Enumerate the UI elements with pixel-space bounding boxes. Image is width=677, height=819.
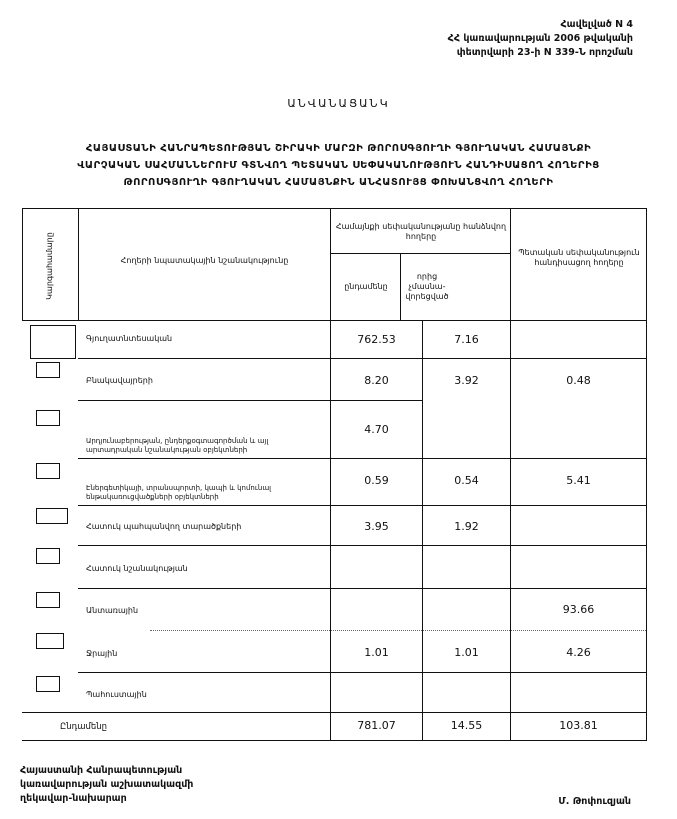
- total-row-label: Ընդամենը: [60, 722, 108, 732]
- subtitle-line2: ՎԱՐՉԱԿԱՆ ՍԱՀՄԱՆՆԵՐՈՒՄ ԳՏՆՎՈՂ ՊԵՏԱԿԱՆ ՍԵՓԱԿԱՆՈՒԹՅՈՒՆ ՀԱՆԴԻՍԱՑՈՂ ՀՈՂԵՐԻՑ: [77, 160, 600, 171]
- subtitle-line3: ԹՈՐՈՍԳՅՈՒՂԻ ԳՅՈՒՂԱԿԱՆ ՀԱՄԱՅՆՔԻՆ ԱՆՀԱՏՈՒՅՑ ՓՈԽԱՆՑՎՈՂ ՀՈՂԵՐԻ: [123, 177, 554, 188]
- col-header-community: Համայնքի սեփականությանը հանձնվող հողերը: [335, 222, 507, 241]
- table-row-label: Պահուստային: [86, 690, 147, 699]
- table-row-of-which: 1.01: [454, 646, 479, 659]
- total-row-state: 103.81: [559, 719, 598, 732]
- footer-line3: ղեկավար-նախարար: [20, 793, 127, 804]
- table-row-label: Բնակավայրերի: [86, 376, 153, 385]
- col-header-of-which: որից չմասնա-վորեցված: [405, 272, 449, 301]
- table-row-total: 3.95: [364, 520, 389, 533]
- table-row-label: Հատուկ պահպանվող տարածքների: [86, 522, 242, 531]
- footer-signature-name: Մ. Թոփուզյան: [558, 796, 631, 807]
- document-title: ԱՆՎԱՆԱՑԱՆԿ: [287, 97, 390, 110]
- table-row-label: Արդյունաբերության, ընդերքօգտագործման և այլ արտադրական նշանակության օբյեկտների: [86, 437, 269, 454]
- subtitle-line1: ՀԱՅԱՍՏԱՆԻ ՀԱՆՐԱՊԵՏՈՒԹՅԱՆ ՇԻՐԱԿԻ ՄԱՐԶԻ ԹՈՐՈՍԳՅՈՒՂԻ ԳՅՈՒՂԱԿԱՆ ՀԱՄԱՅՆՔԻ: [85, 143, 592, 154]
- table-row-total: 0.59: [364, 474, 389, 487]
- table-row-total: 4.70: [364, 423, 389, 436]
- table-row-state: 4.26: [566, 646, 591, 659]
- table-row-label: Էներգետիկայի, տրանսպորտի, կապի և կոմունալ ենթակառուցվածքների օբյեկտների: [86, 484, 272, 501]
- table-row-state: 0.48: [566, 374, 591, 387]
- col-header-land: Հողերի նպատակային նշանակությունը: [120, 256, 289, 265]
- footer-line2: կառավարության աշխատակազմի: [20, 779, 194, 790]
- col-header-total: ընդամենը: [344, 282, 388, 291]
- total-row-total: 781.07: [357, 719, 396, 732]
- table-row-of-which: 7.16: [454, 333, 479, 346]
- col-header-order: Կարգահամարը: [45, 232, 55, 300]
- col-header-state: Պետական սեփականություն հանդիսացող հողերը: [518, 248, 640, 267]
- table-row-of-which: 0.54: [454, 474, 479, 487]
- table-row-label: Հատուկ նշանակության: [86, 564, 188, 573]
- table-row-total: 1.01: [364, 646, 389, 659]
- header-note-line2: ՀՀ կառավարության 2006 թվականի: [447, 33, 633, 44]
- header-note-line1: Հավելված N 4: [560, 19, 633, 30]
- table-row-of-which: 3.92: [454, 374, 479, 387]
- table-row-label: Ջրային: [86, 649, 118, 658]
- table-row-of-which: 1.92: [454, 520, 479, 533]
- document-subtitle: [20, 140, 657, 191]
- table-row-total: 8.20: [364, 374, 389, 387]
- total-row-of-which: 14.55: [450, 719, 483, 732]
- table-row-label: Անտառային: [86, 606, 139, 615]
- table-row-state: 93.66: [562, 603, 595, 616]
- header-note: [448, 18, 633, 60]
- table-row-state: 5.41: [566, 474, 591, 487]
- table-row-label: Գյուղատնտեսական: [86, 334, 173, 343]
- table-row-total: 762.53: [357, 333, 396, 346]
- footer-signatory-title: [20, 764, 193, 806]
- footer-line1: Հայաստանի Հանրապետության: [20, 765, 183, 776]
- header-note-line3: փետրվարի 23-ի N 339-Ն որոշման: [456, 47, 633, 58]
